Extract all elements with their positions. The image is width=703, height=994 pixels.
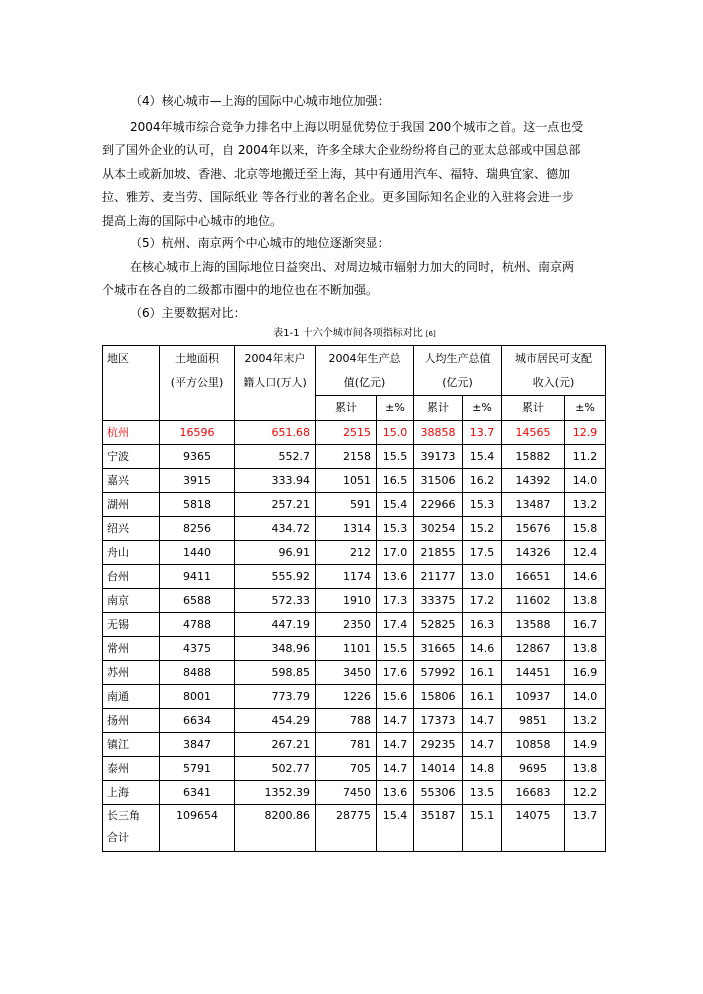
region-cell: 扬州 [103, 709, 160, 733]
table-cell: 96.91 [235, 541, 316, 565]
table-cell: 651.68 [235, 421, 316, 445]
table-cell: 14326 [502, 541, 565, 565]
table-cell: 15676 [502, 517, 565, 541]
table-row [103, 493, 606, 517]
table-cell: 22966 [414, 493, 463, 517]
table-cell: 21855 [414, 541, 463, 565]
table-caption [102, 326, 607, 342]
table-cell: 10858 [502, 733, 565, 757]
table-cell: 1314 [316, 517, 377, 541]
table-cell: 13.2 [565, 493, 606, 517]
table-cell: 6588 [160, 589, 235, 613]
table-cell: 38858 [414, 421, 463, 445]
body-line: 在核心城市上海的国际地位日益突出、对周边城市辐射力加大的同时，杭州、南京两 [130, 260, 575, 274]
table-cell: 15.0 [377, 421, 414, 445]
table-cell: 502.77 [235, 757, 316, 781]
table-cell: 3450 [316, 661, 377, 685]
table-cell: 788 [316, 709, 377, 733]
table-cell: 30254 [414, 517, 463, 541]
table-cell: 16.5 [377, 469, 414, 493]
table-cell: 9851 [502, 709, 565, 733]
table-cell: 8256 [160, 517, 235, 541]
table-cell: 1226 [316, 685, 377, 709]
table-row [103, 541, 606, 565]
table-cell: 13.6 [377, 565, 414, 589]
table-cell: 10937 [502, 685, 565, 709]
table-cell: 109654 [160, 805, 235, 852]
table-cell: 13.0 [463, 565, 502, 589]
region-cell: 无锡 [103, 613, 160, 637]
table-cell: 14.7 [463, 709, 502, 733]
table-cell: 12.9 [565, 421, 606, 445]
table-cell: 15.6 [377, 685, 414, 709]
table-cell: 15.2 [463, 517, 502, 541]
region-cell: 常州 [103, 637, 160, 661]
table-cell: 13.5 [463, 781, 502, 805]
region-cell: 杭州 [103, 421, 160, 445]
table-cell: 14.7 [377, 709, 414, 733]
table-cell: 8200.86 [235, 805, 316, 852]
table-cell: 14.9 [565, 733, 606, 757]
section-body-5-cont [102, 279, 607, 303]
subheader-cell: ±% [463, 396, 502, 421]
table-cell: 14.8 [463, 757, 502, 781]
section-body-4-cont [102, 139, 607, 233]
table-cell: 7450 [316, 781, 377, 805]
table-cell: 39173 [414, 445, 463, 469]
body-line: 到了国外企业的认可，自 2004年以来，许多全球大企业纷纷将自己的亚太总部或中国总部 [102, 143, 581, 157]
table-cell: 15.4 [377, 493, 414, 517]
header-gdp: 2004年生产总 值(亿元) [316, 346, 414, 396]
region-cell: 湖州 [103, 493, 160, 517]
table-cell: 13.7 [565, 805, 606, 852]
table-cell: 14.7 [377, 757, 414, 781]
table-cell: 14451 [502, 661, 565, 685]
table-cell: 13.7 [463, 421, 502, 445]
table-cell: 2158 [316, 445, 377, 469]
subheader-cell: ±% [377, 396, 414, 421]
table-cell: 1440 [160, 541, 235, 565]
region-cell: 绍兴 [103, 517, 160, 541]
table-row [103, 661, 606, 685]
table-cell: 15.3 [463, 493, 502, 517]
table-cell: 14.7 [463, 733, 502, 757]
region-cell: 南通 [103, 685, 160, 709]
table-cell: 12.2 [565, 781, 606, 805]
table-cell: 15.5 [377, 445, 414, 469]
table-cell: 16.2 [463, 469, 502, 493]
table-cell: 57992 [414, 661, 463, 685]
table-cell: 14.0 [565, 469, 606, 493]
table-cell: 6341 [160, 781, 235, 805]
table-cell: 15.8 [565, 517, 606, 541]
table-row [103, 469, 606, 493]
table-cell: 13.8 [565, 589, 606, 613]
table-cell: 8001 [160, 685, 235, 709]
table-cell: 447.19 [235, 613, 316, 637]
header-region: 地区 [103, 346, 160, 421]
table-cell: 15.1 [463, 805, 502, 852]
table-cell: 15882 [502, 445, 565, 469]
table-cell: 434.72 [235, 517, 316, 541]
table-cell: 5791 [160, 757, 235, 781]
table-cell: 52825 [414, 613, 463, 637]
table-cell: 13487 [502, 493, 565, 517]
table-cell: 17373 [414, 709, 463, 733]
table-row [103, 781, 606, 805]
table-cell: 15.4 [463, 445, 502, 469]
table-row [103, 565, 606, 589]
table-cell: 572.33 [235, 589, 316, 613]
table-cell: 9365 [160, 445, 235, 469]
table-cell: 17.3 [377, 589, 414, 613]
table-cell: 14.0 [565, 685, 606, 709]
table-cell: 705 [316, 757, 377, 781]
table-row [103, 637, 606, 661]
table-cell: 16651 [502, 565, 565, 589]
table-cell: 3847 [160, 733, 235, 757]
table-cell: 11602 [502, 589, 565, 613]
table-row [103, 517, 606, 541]
region-cell: 苏州 [103, 661, 160, 685]
city-indicator-table [102, 345, 606, 852]
table-cell: 16683 [502, 781, 565, 805]
table-cell: 1051 [316, 469, 377, 493]
region-cell: 嘉兴 [103, 469, 160, 493]
table-cell: 6634 [160, 709, 235, 733]
table-cell: 31665 [414, 637, 463, 661]
table-cell: 21177 [414, 565, 463, 589]
table-row [103, 589, 606, 613]
table-cell: 9695 [502, 757, 565, 781]
table-cell: 1910 [316, 589, 377, 613]
table-cell: 13.6 [377, 781, 414, 805]
header-income: 城市居民可支配 收入(元) [502, 346, 606, 396]
region-cell: 上海 [103, 781, 160, 805]
table-cell: 2515 [316, 421, 377, 445]
region-cell: 镇江 [103, 733, 160, 757]
table-cell: 267.21 [235, 733, 316, 757]
region-cell: 南京 [103, 589, 160, 613]
table-row [103, 421, 606, 445]
table-cell: 17.0 [377, 541, 414, 565]
table-cell: 17.2 [463, 589, 502, 613]
table-cell: 15.5 [377, 637, 414, 661]
section-body-4 [102, 116, 607, 140]
table-cell: 31506 [414, 469, 463, 493]
region-cell: 泰州 [103, 757, 160, 781]
table-cell: 773.79 [235, 685, 316, 709]
table-cell: 4788 [160, 613, 235, 637]
header-gdp-per-capita: 人均生产总值 (亿元) [414, 346, 502, 396]
table-cell: 16.9 [565, 661, 606, 685]
table-cell: 11.2 [565, 445, 606, 469]
table-cell: 15806 [414, 685, 463, 709]
table-cell: 14392 [502, 469, 565, 493]
table-cell: 13.8 [565, 757, 606, 781]
table-cell: 9411 [160, 565, 235, 589]
table-row [103, 613, 606, 637]
table-cell: 15.4 [377, 805, 414, 852]
region-cell: 台州 [103, 565, 160, 589]
subheader-cell: 累计 [316, 396, 377, 421]
section-body-5 [102, 256, 607, 280]
table-cell: 4375 [160, 637, 235, 661]
table-cell: 13.8 [565, 637, 606, 661]
table-cell: 348.96 [235, 637, 316, 661]
table-row [103, 445, 606, 469]
table-row [103, 709, 606, 733]
table-cell: 333.94 [235, 469, 316, 493]
table-cell: 13.2 [565, 709, 606, 733]
table-cell: 591 [316, 493, 377, 517]
table-row-total [103, 805, 606, 852]
section-heading-6: （6）主要数据对比： [130, 306, 246, 320]
body-line: 提高上海的国际中心城市的地位。 [102, 213, 283, 228]
subheader-cell: 累计 [414, 396, 463, 421]
table-cell: 17.6 [377, 661, 414, 685]
table-cell: 5818 [160, 493, 235, 517]
table-cell: 2350 [316, 613, 377, 637]
table-cell: 1101 [316, 637, 377, 661]
region-cell: 舟山 [103, 541, 160, 565]
table-cell: 33375 [414, 589, 463, 613]
table-cell: 28775 [316, 805, 377, 852]
table-cell: 14.6 [463, 637, 502, 661]
table-cell: 598.85 [235, 661, 316, 685]
region-cell: 宁波 [103, 445, 160, 469]
table-row [103, 733, 606, 757]
table-cell: 12867 [502, 637, 565, 661]
table-cell: 555.92 [235, 565, 316, 589]
table-cell: 16.3 [463, 613, 502, 637]
header-population: 2004年末户 籍人口(万人) [235, 346, 316, 421]
table-cell: 16.7 [565, 613, 606, 637]
subheader-cell: ±% [565, 396, 606, 421]
table-cell: 14014 [414, 757, 463, 781]
table-cell: 212 [316, 541, 377, 565]
subheader-cell: 累计 [502, 396, 565, 421]
body-line: 拉、雅芳、麦当劳、国际纸业 等各行业的著名企业。更多国际知名企业的入驻将会进一步 [102, 190, 574, 204]
table-cell: 1352.39 [235, 781, 316, 805]
table-cell: 17.5 [463, 541, 502, 565]
table-cell: 16.1 [463, 661, 502, 685]
header-area: 土地面积 (平方公里) [160, 346, 235, 421]
table-cell: 8488 [160, 661, 235, 685]
table-row [103, 685, 606, 709]
table-cell: 15.3 [377, 517, 414, 541]
table-caption-text: 表1-1 十六个城市间各项指标对比 [273, 328, 423, 339]
table-cell: 781 [316, 733, 377, 757]
table-cell: 14.6 [565, 565, 606, 589]
table-cell: 13588 [502, 613, 565, 637]
table-cell: 454.29 [235, 709, 316, 733]
table-cell: 14565 [502, 421, 565, 445]
table-cell: 16596 [160, 421, 235, 445]
table-cell: 35187 [414, 805, 463, 852]
table-cell: 29235 [414, 733, 463, 757]
section-heading-4: （4）核心城市—上海的国际中心城市地位加强： [130, 94, 390, 108]
region-cell: 长三角 合计 [103, 805, 160, 852]
table-cell: 55306 [414, 781, 463, 805]
table-cell: 1174 [316, 565, 377, 589]
table-header-row [103, 346, 606, 396]
section-heading-5: （5）杭州、南京两个中心城市的地位逐渐突显： [130, 236, 390, 250]
table-cell: 17.4 [377, 613, 414, 637]
table-row [103, 757, 606, 781]
body-line: 2004年城市综合竞争力排名中上海以明显优势位于我国 200个城市之首。这一点也受 [130, 120, 584, 134]
table-cell: 3915 [160, 469, 235, 493]
table-cell: 14.7 [377, 733, 414, 757]
table-body [103, 421, 606, 805]
table-cell: 14075 [502, 805, 565, 852]
body-line: 从本土或新加坡、香港、北京等地搬迁至上海，其中有通用汽车、福特、瑞典宜家、德加 [102, 166, 571, 181]
table-cell: 552.7 [235, 445, 316, 469]
table-cell: 12.4 [565, 541, 606, 565]
body-line: 个城市在各自的二级都市圈中的地位也在不断加强。 [102, 283, 379, 297]
table-cell: 257.21 [235, 493, 316, 517]
table-caption-ref: [6] [425, 330, 436, 338]
table-cell: 16.1 [463, 685, 502, 709]
